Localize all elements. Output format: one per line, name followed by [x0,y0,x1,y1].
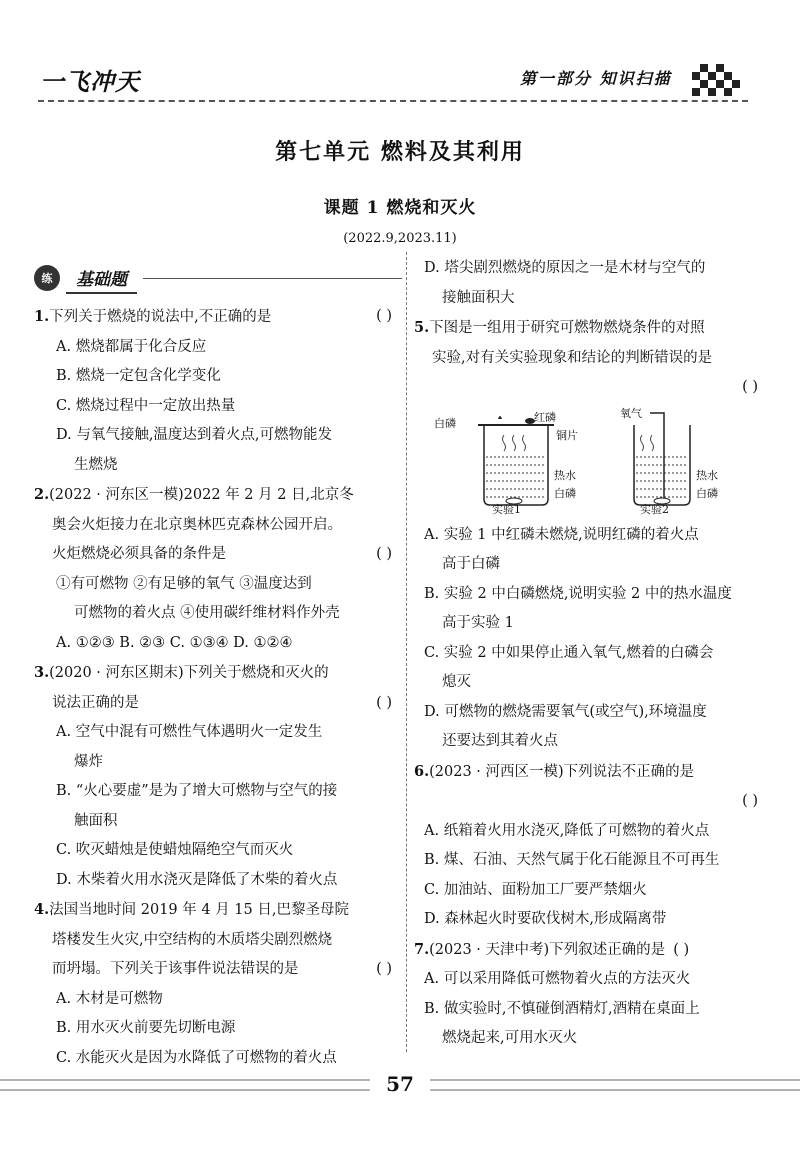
option-text: B. 用水灭火前要先切断电源 [56,1020,236,1036]
stem-text: 说法正确的是 [52,694,139,711]
stem-text: (2022 · 河东区一模)2022 年 2 月 2 日,北京冬 [49,487,354,503]
q6-options [414,817,770,935]
section-heading [34,262,402,294]
answer-blank: ( ) [376,694,392,711]
question-6 [414,757,770,935]
column-divider [406,252,407,1052]
option-text: C. 吹灭蜡烛是使蜡烛隔绝空气而灭火 [56,842,294,858]
answer-blank: ( ) [376,546,392,562]
question-stem [414,757,770,788]
option-text: 熄灭 [442,674,471,690]
section-badge: 练 [34,265,60,291]
question-list [34,302,402,1073]
question-stem [34,955,402,985]
option-text: 生燃烧 [74,456,118,473]
question-1 [34,302,402,480]
stem-text: 而坍塌。下列关于该事件说法错误的是 [52,961,299,977]
option-text: 高于实验 1 [442,615,514,631]
option-text: D. 木柴着火用水浇灭是降低了木柴的着火点 [56,871,338,888]
lesson-dates: (2022.9,2023.11) [343,231,457,246]
question-stem [34,689,402,719]
stem-text: 实验,对有关实验现象和结论的判断错误的是 [432,349,713,366]
question-number: 4. [34,901,50,918]
label-oxygen: 氧气 [620,406,642,420]
option-text: 触面积 [74,812,118,829]
question-number: 2. [34,486,50,503]
answer-blank: ( ) [742,379,758,395]
question-stem [34,302,402,333]
q4-continued [414,254,770,313]
option-text: B. 煤、石油、天然气属于化石能源且不可再生 [424,852,720,868]
option-text: 还要达到其着火点 [442,733,558,749]
option-text: A. ①②③ B. ②③ C. ①③④ D. ①②④ [56,634,293,651]
option-text: A. 可以采用降低可燃物着火点的方法灭火 [424,971,691,987]
stem-text: 塔楼发生火灾,中空结构的木质塔尖剧烈燃烧 [52,931,333,948]
stem-text: (2023 · 天津中考)下列叙述正确的是 [429,941,666,958]
option-text: B. 做实验时,不慎碰倒酒精灯,酒精在桌面上 [424,1000,700,1017]
option-text: D. 塔尖剧烈燃烧的原因之一是木材与空气的 [424,260,706,276]
question-4 [34,895,402,1073]
brand-logo: 一飞冲天 [40,68,140,96]
option-text: ①有可燃物 ②有足够的氧气 ③温度达到 [56,575,312,592]
option-text: B. “火心要虚”是为了增大可燃物与空气的接 [56,783,338,799]
question-number: 7. [414,940,430,958]
question-stem [414,313,770,344]
answer-blank: ( ) [376,308,392,324]
answer-blank: ( ) [673,941,690,958]
question-stem [34,895,402,926]
option-text: A. 实验 1 中红磷未燃烧,说明红磷的着火点 [424,526,699,543]
stem-text: 火炬燃烧必须具备的条件是 [52,546,226,562]
option-text: A. 燃烧都属于化合反应 [56,338,207,355]
checker-decoration [692,60,740,96]
option-text: B. 燃烧一定包含化学变化 [56,368,221,384]
option-text: A. 空气中混有可燃性气体遇明火一定发生 [56,724,323,740]
label-white-phosphorus: 白磷 [434,416,456,430]
option-text: D. 森林起火时要砍伐树木,形成隔离带 [424,911,667,927]
header-divider [38,100,748,102]
label-white-phosphorus-bottom-2: 白磷 [696,486,718,500]
unit-title: 第七单元 燃料及其利用 [275,139,525,165]
stem-text: 下图是一组用于研究可燃物燃烧条件的对照 [429,320,705,336]
option-text: 爆炸 [74,753,103,770]
label-hot-water-2: 热水 [696,468,718,482]
question-stem [34,658,402,689]
question-stem [34,480,402,511]
option-text: C. 加油站、面粉加工厂要严禁烟火 [424,881,647,898]
q7-options [414,965,770,1054]
page-number: 57 [386,1072,414,1096]
question-7 [414,935,770,1054]
answer-blank: ( ) [742,793,758,809]
option-text: 高于白磷 [442,556,500,572]
option-text: C. 水能灭火是因为水降低了可燃物的着火点 [56,1049,337,1066]
question-number: 3. [34,664,50,681]
label-experiment-1: 实验1 [492,502,521,516]
stem-text: 奥会火炬接力在北京奥林匹克森林公园开启。 [52,516,342,533]
section-header: 第一部分 知识扫描 [520,69,672,88]
left-column [34,262,402,1073]
question-number: 1. [34,308,50,325]
option-text: C. 燃烧过程中一定放出热量 [56,397,236,414]
section-rule [143,278,402,279]
stem-text: 下列关于燃烧的说法中,不正确的是 [49,309,272,325]
option-text: D. 可燃物的燃烧需要氧气(或空气),环境温度 [424,703,707,720]
label-hot-water-1: 热水 [554,468,576,482]
option-text: 可燃物的着火点 ④使用碳纤维材料作外壳 [74,605,340,621]
stem-text: 法国当地时间 2019 年 4 月 15 日,巴黎圣母院 [49,902,349,918]
label-red-phosphorus: 红磷 [534,410,556,424]
option-text: A. 木材是可燃物 [56,990,163,1007]
question-stem [34,511,402,541]
question-3 [34,658,402,895]
right-column [414,254,770,1054]
option-text: B. 实验 2 中白磷燃烧,说明实验 2 中的热水温度 [424,585,732,602]
experiment-figure [414,407,770,515]
stem-text: (2020 · 河东区期末)下列关于燃烧和灭火的 [49,665,329,681]
option-text: 燃烧起来,可用水灭火 [442,1030,578,1046]
label-white-phosphorus-bottom-1: 白磷 [554,486,576,500]
question-stem [34,540,402,570]
question-stem [34,926,402,956]
option-text: A. 纸箱着火用水浇灭,降低了可燃物的着火点 [424,822,710,839]
label-copper-sheet: 铜片 [556,428,578,442]
question-stem [414,935,770,966]
question-number: 5. [414,319,430,336]
option-text: C. 实验 2 中如果停止通入氧气,燃着的白磷会 [424,644,714,661]
option-text: 接触面积大 [442,289,515,306]
answer-blank: ( ) [376,961,392,977]
option-text: D. 与氧气接触,温度达到着火点,可燃物能发 [56,427,333,443]
stem-text: (2023 · 河西区一模)下列说法不正确的是 [429,763,695,780]
section-title: 基础题 [66,263,137,294]
label-experiment-2: 实验2 [640,502,669,516]
question-2 [34,480,402,658]
question-5 [414,313,770,757]
lesson-title: 课题 1 燃烧和灭火 [323,198,477,218]
question-number: 6. [414,762,430,780]
q5-options [414,521,770,757]
